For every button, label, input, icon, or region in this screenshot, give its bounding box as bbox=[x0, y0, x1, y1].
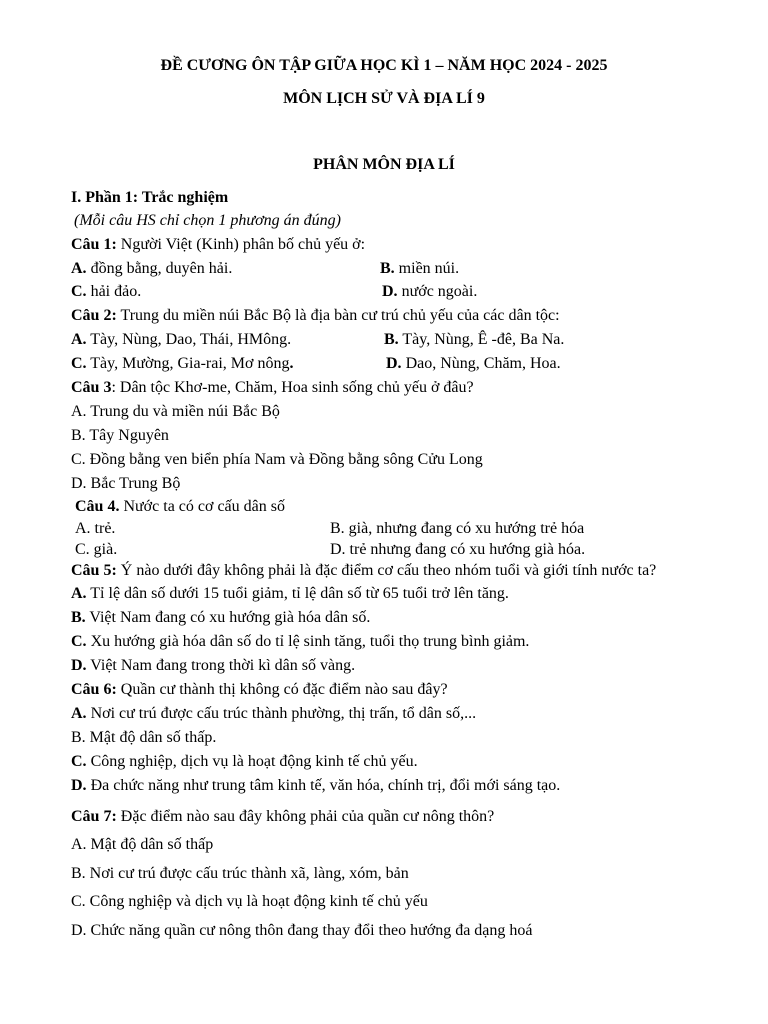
q4-option-d: D. trẻ nhưng đang có xu hướng già hóa. bbox=[330, 541, 586, 558]
q7-option-b: B. Nơi cư trú được cấu trúc thành xã, làng, xóm, bản bbox=[71, 865, 409, 882]
q3-option-b: B. Tây Nguyên bbox=[71, 427, 169, 444]
q5-option-b: B. Việt Nam đang có xu hướng già hóa dân số. bbox=[71, 609, 371, 626]
q4-option-c: C. già. bbox=[75, 541, 118, 558]
q7-option-a: A. Mật độ dân số thấp bbox=[71, 836, 214, 853]
part-heading: I. Phần 1: Trắc nghiệm bbox=[71, 189, 229, 206]
document-title: ĐỀ CƯƠNG ÔN TẬP GIỮA HỌC KÌ 1 – NĂM HỌC 2024 - 2025 bbox=[160, 57, 608, 74]
q3-option-a: A. Trung du và miền núi Bắc Bộ bbox=[71, 403, 280, 420]
q4-option-b: B. già, nhưng đang có xu hướng trẻ hóa bbox=[330, 520, 585, 537]
q2-option-b: B. Tày, Nùng, Ê -đê, Ba Na. bbox=[384, 331, 565, 348]
q2-option-d: D. Dao, Nùng, Chăm, Hoa. bbox=[386, 355, 561, 372]
question-3: Câu 3: Dân tộc Khơ-me, Chăm, Hoa sinh sống chủ yếu ở đâu? bbox=[71, 379, 474, 396]
section-title: PHÂN MÔN ĐỊA LÍ bbox=[313, 156, 455, 173]
q5-option-d: D. Việt Nam đang trong thời kì dân số vàng. bbox=[71, 657, 356, 674]
q6-option-a: A. Nơi cư trú được cấu trúc thành phường, thị trấn, tổ dân số,... bbox=[71, 705, 477, 722]
q5-option-c: C. Xu hướng già hóa dân số do tỉ lệ sinh tăng, tuổi thọ trung bình giảm. bbox=[71, 633, 530, 650]
question-2: Câu 2: Trung du miền núi Bắc Bộ là địa bàn cư trú chủ yếu của các dân tộc: bbox=[71, 307, 560, 324]
question-7: Câu 7: Đặc điểm nào sau đây không phải của quần cư nông thôn? bbox=[71, 808, 495, 825]
q7-option-c: C. Công nghiệp và dịch vụ là hoạt động kinh tế chủ yếu bbox=[71, 893, 428, 910]
part-note: (Mỗi câu HS chỉ chọn 1 phương án đúng) bbox=[74, 212, 341, 229]
q6-option-c: C. Công nghiệp, dịch vụ là hoạt động kinh tế chủ yếu. bbox=[71, 753, 418, 770]
q3-option-d: D. Bắc Trung Bộ bbox=[71, 475, 181, 492]
question-1: Câu 1: Người Việt (Kinh) phân bố chủ yếu ở: bbox=[71, 236, 366, 253]
q6-option-b: B. Mật độ dân số thấp. bbox=[71, 729, 217, 746]
q5-option-a: A. Tỉ lệ dân số dưới 15 tuổi giảm, tỉ lệ dân số từ 65 tuổi trở lên tăng. bbox=[71, 585, 509, 602]
q1-option-c: C. hải đảo. bbox=[71, 283, 142, 300]
q1-option-b: B. miền núi. bbox=[380, 260, 460, 277]
question-6: Câu 6: Quần cư thành thị không có đặc điểm nào sau đây? bbox=[71, 681, 448, 698]
q1-option-d: D. nước ngoài. bbox=[382, 283, 478, 300]
q2-option-a: A. Tày, Nùng, Dao, Thái, HMông. bbox=[71, 331, 292, 348]
q1-option-a: A. đồng bằng, duyên hải. bbox=[71, 260, 233, 277]
q7-option-d: D. Chức năng quần cư nông thôn đang thay đổi theo hướng đa dạng hoá bbox=[71, 922, 533, 939]
q2-option-c: C. Tày, Mường, Gia-rai, Mơ nông. bbox=[71, 355, 294, 372]
subject-title: MÔN LỊCH SỬ VÀ ĐỊA LÍ 9 bbox=[283, 90, 485, 107]
q4-option-a: A. trẻ. bbox=[75, 520, 116, 537]
question-5: Câu 5: Ý nào dưới đây không phải là đặc điểm cơ cấu theo nhóm tuổi và giới tính nước ta? bbox=[71, 562, 657, 579]
q3-option-c: C. Đồng bằng ven biển phía Nam và Đồng bằng sông Cửu Long bbox=[71, 451, 483, 468]
question-4: Câu 4. Nước ta có cơ cấu dân số bbox=[75, 498, 285, 515]
q6-option-d: D. Đa chức năng như trung tâm kinh tế, văn hóa, chính trị, đổi mới sáng tạo. bbox=[71, 777, 561, 794]
